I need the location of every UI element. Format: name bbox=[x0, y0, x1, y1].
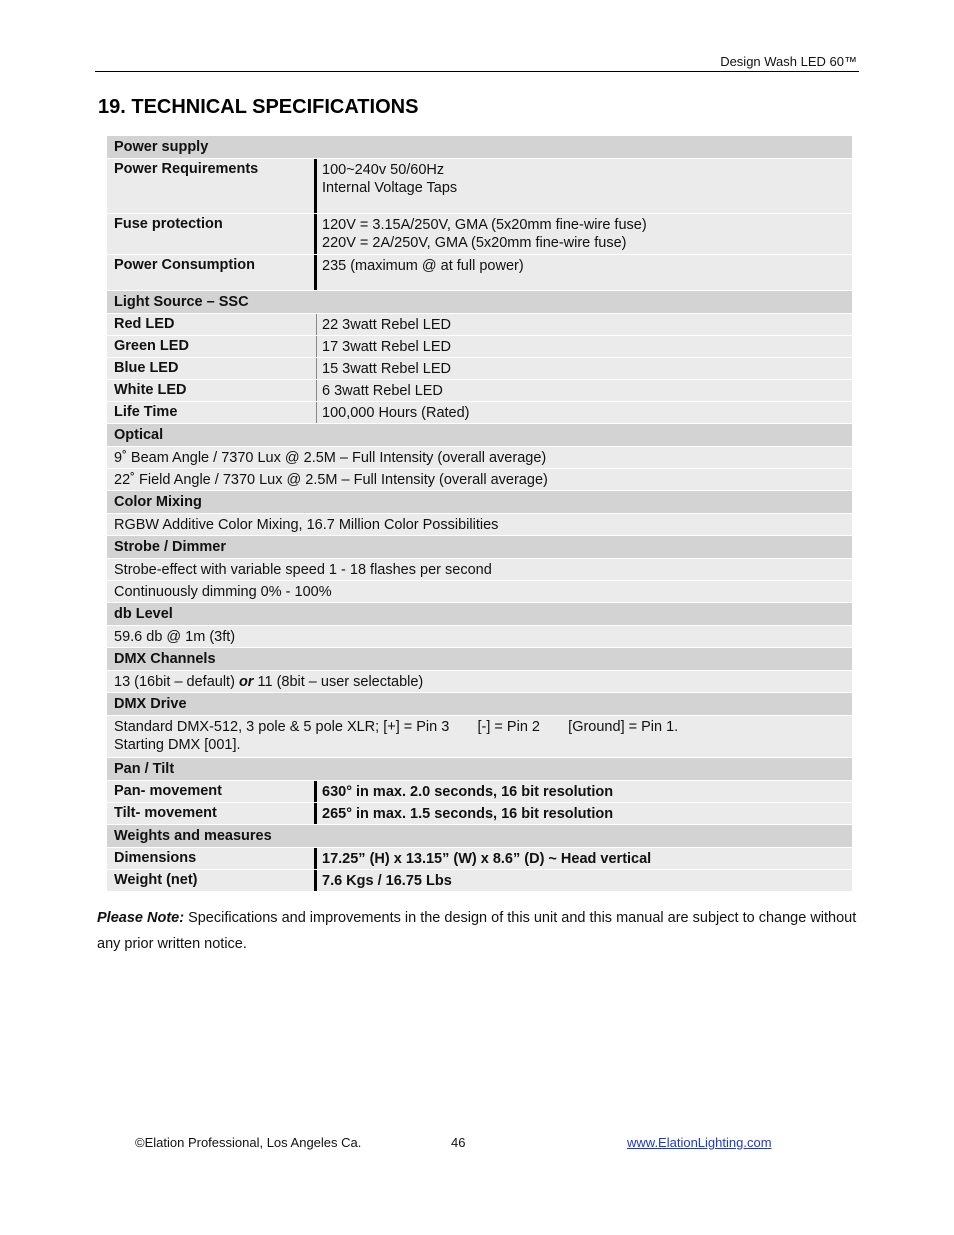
spec-row bbox=[107, 715, 852, 757]
spec-row bbox=[107, 335, 852, 357]
spec-value bbox=[107, 671, 852, 692]
spec-label: Fuse protection bbox=[107, 214, 317, 254]
spec-row bbox=[107, 670, 852, 692]
spec-label: Power Requirements bbox=[107, 159, 317, 213]
section-heading-weights bbox=[107, 824, 852, 847]
spec-row bbox=[107, 357, 852, 379]
spec-value-line: 220V = 2A/250V, GMA (5x20mm fine-wire fuse) bbox=[322, 235, 627, 251]
dmx-channels-alt: 11 (8bit – user selectable) bbox=[253, 674, 424, 690]
spec-value: 22 3watt Rebel LED bbox=[322, 317, 451, 333]
spec-row-power-consumption bbox=[107, 254, 852, 290]
section-heading-pan-tilt bbox=[107, 757, 852, 780]
please-note bbox=[97, 905, 862, 957]
spec-label: Blue LED bbox=[107, 358, 317, 379]
spec-value: 9˚ Beam Angle / 7370 Lux @ 2.5M – Full Intensity (overall average) bbox=[114, 450, 547, 466]
spec-row bbox=[107, 513, 852, 535]
section-title: Weights and measures bbox=[114, 828, 272, 844]
section-title: Power supply bbox=[114, 139, 209, 155]
spec-value bbox=[317, 159, 852, 213]
spec-value bbox=[107, 716, 852, 757]
spec-label: Power Consumption bbox=[107, 255, 317, 290]
spec-value: 235 (maximum @ at full power) bbox=[322, 258, 524, 274]
spec-label: Red LED bbox=[107, 314, 317, 335]
section-title: Light Source – SSC bbox=[114, 294, 249, 310]
note-lead: Please Note: bbox=[97, 910, 185, 926]
section-title: DMX Drive bbox=[114, 696, 187, 712]
spec-label: Pan- movement bbox=[107, 781, 317, 802]
spec-value-line: Standard DMX-512, 3 pole & 5 pole XLR; [+] = Pin 3 [-] = Pin 2 [Ground] = Pin 1. bbox=[114, 719, 679, 735]
section-heading-dmx-drive bbox=[107, 692, 852, 715]
dmx-channels-or: or bbox=[238, 674, 254, 690]
spec-value-line: 100~240v 50/60Hz bbox=[322, 162, 445, 178]
section-heading-power bbox=[107, 135, 852, 158]
website-link[interactable]: www.ElationLighting.com bbox=[627, 1135, 772, 1150]
page-number: 46 bbox=[451, 1135, 466, 1150]
section-heading-optical bbox=[107, 423, 852, 446]
section-title: Pan / Tilt bbox=[114, 761, 175, 777]
spec-value: 100,000 Hours (Rated) bbox=[322, 405, 470, 421]
spec-label: White LED bbox=[107, 380, 317, 401]
dmx-channels-default: 13 (16bit – default) bbox=[114, 674, 239, 690]
spec-value bbox=[317, 214, 852, 254]
page-title: 19. TECHNICAL SPECIFICATIONS bbox=[98, 96, 419, 118]
spec-row-fuse-protection bbox=[107, 213, 852, 254]
spec-label: Weight (net) bbox=[107, 870, 317, 891]
spec-value: Strobe-effect with variable speed 1 - 18 flashes per second bbox=[114, 562, 492, 578]
header-divider bbox=[95, 71, 859, 72]
spec-row bbox=[107, 625, 852, 647]
spec-label: Dimensions bbox=[107, 848, 317, 869]
spec-row bbox=[107, 802, 852, 824]
spec-row bbox=[107, 780, 852, 802]
spec-row-power-requirements bbox=[107, 158, 852, 213]
section-title: db Level bbox=[114, 606, 173, 622]
note-text: Specifications and improvements in the design of this unit and this manual are subject to change without any prior written notice. bbox=[97, 910, 857, 952]
spec-value: 7.6 Kgs / 16.75 Lbs bbox=[322, 873, 452, 889]
section-title: Strobe / Dimmer bbox=[114, 539, 226, 555]
section-title: DMX Channels bbox=[114, 651, 216, 667]
spec-label: Life Time bbox=[107, 402, 317, 423]
spec-value: 15 3watt Rebel LED bbox=[322, 361, 451, 377]
spec-value: 17.25” (H) x 13.15” (W) x 8.6” (D) ~ Head vertical bbox=[322, 851, 652, 867]
spec-row bbox=[107, 847, 852, 869]
spec-table bbox=[107, 135, 852, 891]
section-heading-strobe-dimmer bbox=[107, 535, 852, 558]
spec-row bbox=[107, 869, 852, 891]
spec-value: 17 3watt Rebel LED bbox=[322, 339, 451, 355]
spec-row bbox=[107, 379, 852, 401]
section-heading-dmx-channels bbox=[107, 647, 852, 670]
spec-value-line: 120V = 3.15A/250V, GMA (5x20mm fine-wire fuse) bbox=[322, 217, 647, 233]
spec-value: 265° in max. 1.5 seconds, 16 bit resolution bbox=[322, 806, 614, 822]
spec-label: Tilt- movement bbox=[107, 803, 317, 824]
spec-row bbox=[107, 313, 852, 335]
spec-label: Green LED bbox=[107, 336, 317, 357]
spec-value: 630° in max. 2.0 seconds, 16 bit resolution bbox=[322, 784, 614, 800]
header-product-name: Design Wash LED 60™ bbox=[720, 54, 857, 69]
footer-copyright: ©Elation Professional, Los Angeles Ca. bbox=[135, 1135, 362, 1150]
spec-value: RGBW Additive Color Mixing, 16.7 Million Color Possibilities bbox=[114, 517, 499, 533]
spec-row bbox=[107, 558, 852, 580]
spec-value: Continuously dimming 0% - 100% bbox=[114, 584, 332, 600]
spec-value-line: Internal Voltage Taps bbox=[322, 180, 458, 196]
section-title: Color Mixing bbox=[114, 494, 202, 510]
section-heading-color-mixing bbox=[107, 490, 852, 513]
section-heading-light-source bbox=[107, 290, 852, 313]
spec-value: 6 3watt Rebel LED bbox=[322, 383, 443, 399]
spec-row bbox=[107, 446, 852, 468]
spec-value: 59.6 db @ 1m (3ft) bbox=[114, 629, 236, 645]
section-title: Optical bbox=[114, 427, 164, 443]
spec-value-line: Starting DMX [001]. bbox=[114, 737, 241, 753]
spec-row bbox=[107, 580, 852, 602]
spec-value: 22˚ Field Angle / 7370 Lux @ 2.5M – Full Intensity (overall average) bbox=[114, 472, 548, 488]
spec-row bbox=[107, 468, 852, 490]
section-heading-db-level bbox=[107, 602, 852, 625]
spec-row bbox=[107, 401, 852, 423]
